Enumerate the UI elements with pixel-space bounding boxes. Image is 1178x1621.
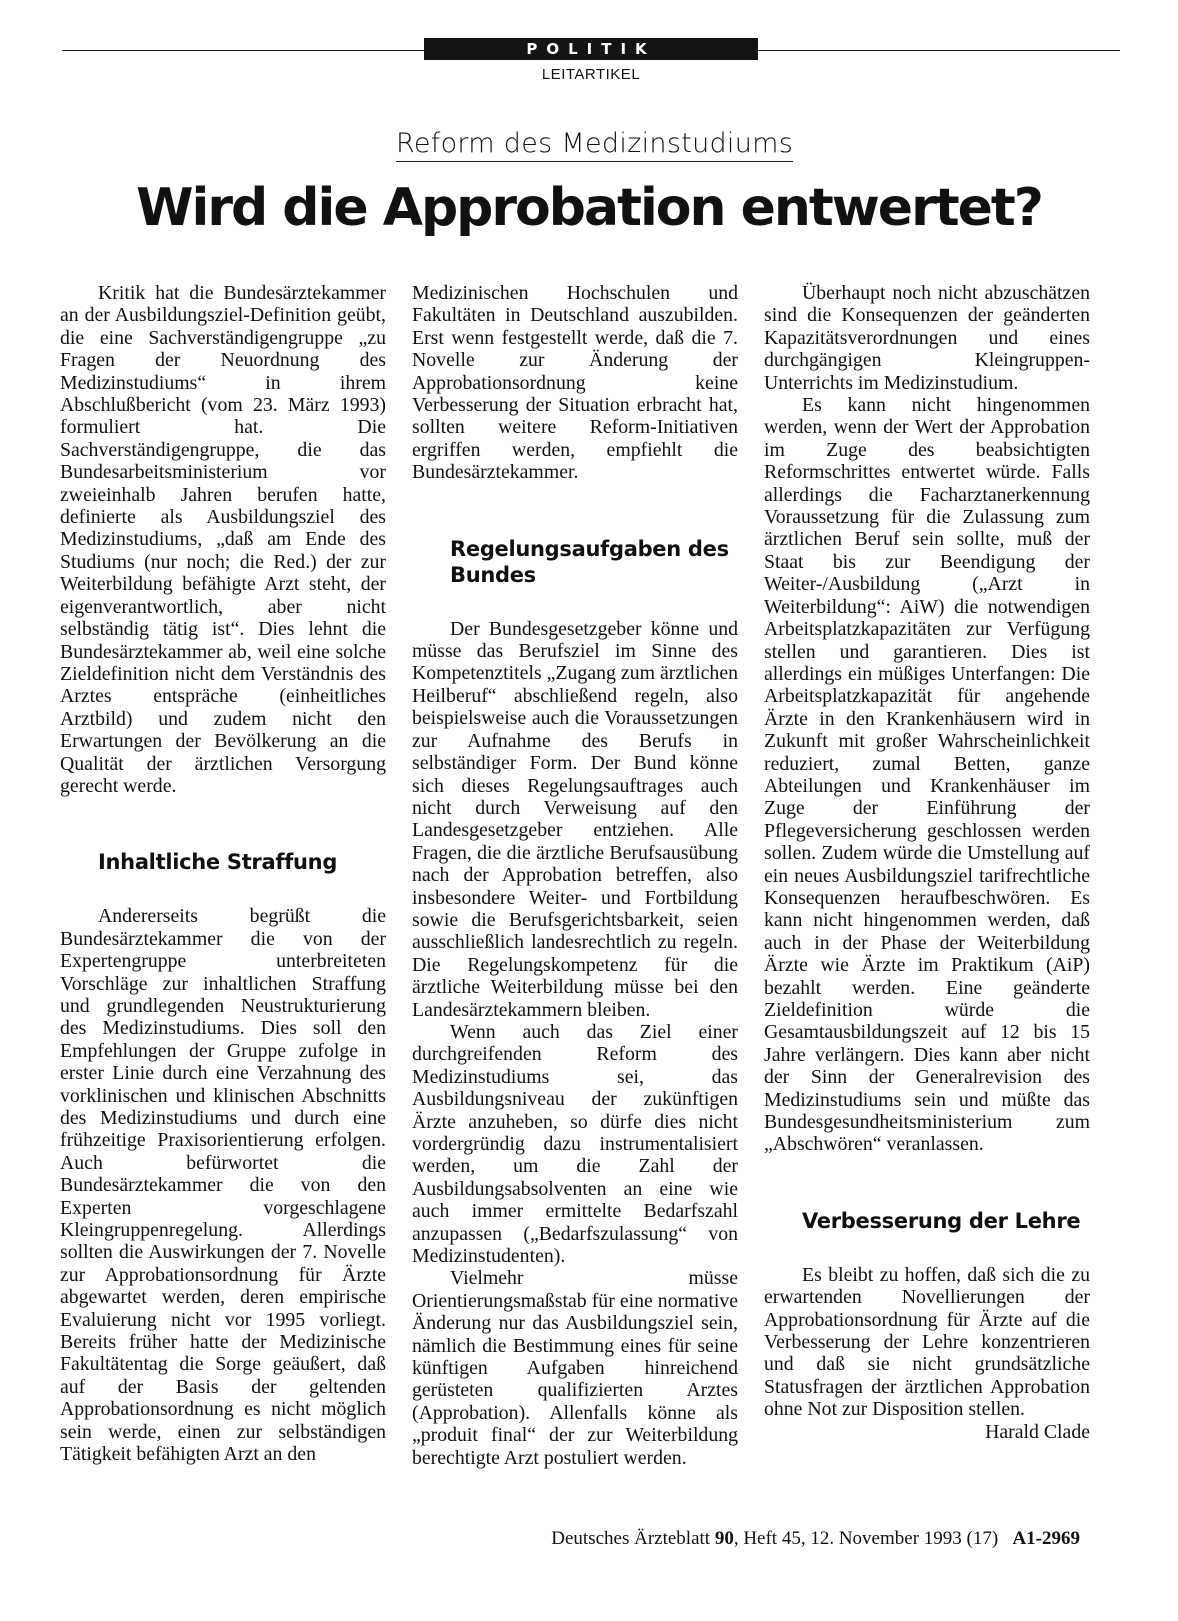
article-title: Wird die Approbation entwertet? xyxy=(136,178,1042,238)
paragraph: Es kann nicht hingenommen werden, wenn der Wert der Approbation im Zuge des beabsichtigten Reformschrittes entwertet würde. Falls allerdings die Facharztanerkennung Voraussetzung für die Zulassung zum ärztlichen Beruf sein sollte, muß der Staat bis zur Beendigung der Weiter-/Ausbildung („Arzt in Weiterbildung“: AiW) die notwendigen Arbeitsplatzkapazitäten zur Verfügung stellen und garantieren. Dies ist allerdings ein müßiges Unterfangen: Die Arbeitsplatzkapazität für angehende Ärzte in den Krankenhäusern wird in Zukunft mit großer Wahrscheinlichkeit reduziert, zumal Betten, ganze Abteilungen und Krankenhäuser im Zuge der Einführung der Pflegeversicherung geschlossen werden sollen. Zudem würde die Umstellung auf ein neues Ausbildungsziel tarifrechtliche Konsequenzen heraufbeschwören. Es kann nicht hingenommen werden, daß auch in der Phase der Weiterbildung Ärzte wie Ärzte im Praktikum (AiP) bezahlt werden. Eine geänderte Zieldefinition würde die Gesamtausbildungszeit auf 12 bis 15 Jahre verlängern. Dies kann aber nicht der Sinn der Generalrevision des Medizinstudiums sein und müßte das Bundesgesundheitsministerium zum „Abschwören“ veranlassen. xyxy=(764,394,1090,1156)
footer-issue: , Heft 45, 12. November 1993 (17) xyxy=(733,1528,999,1549)
paragraph: Kritik hat die Bundesärztekammer an der Ausbildungsziel-Definition geübt, die eine Sachverständigengruppe „zu Fragen der Neuordnung des Medizinstudiums“ in ihrem Abschlußbericht (vom 23. März 1993) formuliert hat. Die Sachverständigengruppe, die das Bundesarbeitsministerium vor zweieinhalb Jahren berufen hatte, definierte als Ausbildungsziel des Medizinstudiums, „daß am Ende des Studiums (nur noch; die Red.) der zur Weiterbildung befähigte Arzt steht, der eigenverantwortlich, aber nicht selbständig tätig ist“. Dies lehnt die Bundesärztekammer ab, weil eine solche Zieldefinition nicht dem Verständnis des Arztes entspräche (einheitliches Arztbild) und zudem nicht den Erwartungen der Bevölkerung an die Qualität der ärztlichen Versorgung gerecht werde. xyxy=(60,282,386,797)
column-1 xyxy=(60,282,386,1466)
paragraph: Wenn auch das Ziel einer durchgreifenden Reform des Medizinstudiums sei, das Ausbildungsniveau der zukünftigen Ärzte anzuheben, so dürfe dies nicht vordergründig dazu instrumentalisiert werden, um die Zahl der Ausbildungsabsolventen an eine wie auch immer ermittelte Bedarfszahl anzupassen („Bedarfszulassung“ von Medizinstudenten). xyxy=(412,1020,738,1268)
subheading: Inhaltliche Straffung xyxy=(98,850,338,875)
paragraph: Der Bundesgesetzgeber könne und müsse das Berufsziel im Sinne des Kompetenztitels „Zugang zum ärztlichen Heilberuf“ abschließend regeln, also beispielsweise auch die Voraussetzungen zur Aufnahme des Berufs in selbständiger Form. Der Bund könne sich dieses Regelungsauftrages auch nicht durch Verweisung auf den Landesgesetzgeber entziehen. Alle Fragen, die die ärztliche Berufsausübung nach der Approbation betreffen, also insbesondere Weiter- und Fortbildung sowie die Berufsgerichtsbarkeit, seien ausschließlich landesrechtlich zu regeln. Die Regelungskompetenz für die ärztliche Weiterbildung müsse bei den Landesärztekammern bleiben. xyxy=(412,617,738,1021)
column-2 xyxy=(412,282,738,1469)
article-kicker: Reform des Medizinstudiums xyxy=(396,128,793,162)
paragraph: Andererseits begrüßt die Bundesärztekammer die von der Expertengruppe unterbreiteten Vorschläge zur inhaltlichen Straffung und grundlegenden Neustrukturierung des Medizinstudiums. Dies soll den Empfehlungen der Gruppe zufolge in erster Linie durch eine Verzahnung des vorklinischen und klinischen Abschnitts des Medizinstudiums und durch eine frühzeitige Praxisorientierung erfolgen. Auch befürwortet die Bundesärztekammer die von den Experten vorgeschlagene Kleingruppenregelung. Allerdings sollten die Auswirkungen der 7. Novelle zur Approbationsordnung für Ärzte abgewartet werden, deren empirische Evaluierung nicht vor 1995 vorliegt. Bereits früher hatte der Medizinische Fakultätentag die Sorge geäußert, daß auf der Basis der geltenden Approbationsordnung es nicht möglich sein werde, einen zur selbständigen Tätigkeit befähigten Arzt an den xyxy=(60,905,386,1466)
footer-volume: 90 xyxy=(714,1528,734,1549)
section-label: POLITIK xyxy=(424,38,758,60)
subheading: Regelungsaufgaben des Bundes xyxy=(450,536,729,587)
paragraph: Es bleibt zu hoffen, daß sich die zu erwartenden Novellierungen der Approbationsordnung für Ärzte auf die Verbesserung der Lehre konzentrieren und daß sie nicht grundsätzliche Statusfragen der ärztlichen Approbation ohne Not zur Disposition stellen. xyxy=(764,1263,1090,1421)
column-3 xyxy=(764,282,1090,1443)
page-footer xyxy=(520,1528,1080,1550)
footer-journal: Deutsches Ärzteblatt xyxy=(551,1528,711,1549)
subsection-label: LEITARTIKEL xyxy=(541,66,641,83)
paragraph: Medizinischen Hochschulen und Fakultäten in Deutschland auszubilden. Erst wenn festgestellt werde, daß die 7. Novelle zur Änderung der Approbationsordnung keine Verbesserung der Situation erbracht hat, sollten weitere Reform-Initiativen ergriffen werden, empfiehlt die Bundesärztekammer. xyxy=(412,282,738,484)
paragraph: Überhaupt noch nicht abzuschätzen sind die Konsequenzen der geänderten Kapazitätsverordnungen und eines durchgängigen Kleingruppen-Unterrichts im Medizinstudium. xyxy=(764,282,1090,394)
author-signature: Harald Clade xyxy=(985,1420,1090,1443)
footer-page-number: A1-2969 xyxy=(1012,1528,1080,1549)
paragraph: Vielmehr müsse Orientierungsmaßstab für eine normative Änderung nur das Ausbildungsziel sein, nämlich die Bestimmung eines für seine künftigen Aufgaben hinreichend gerüsteten qualifizierten Arztes (Approbation). Allenfalls könne als „produit final“ der zur Weiterbildung berechtigte Arzt postuliert werden. xyxy=(412,1267,738,1469)
subheading: Verbesserung der Lehre xyxy=(802,1208,1081,1233)
